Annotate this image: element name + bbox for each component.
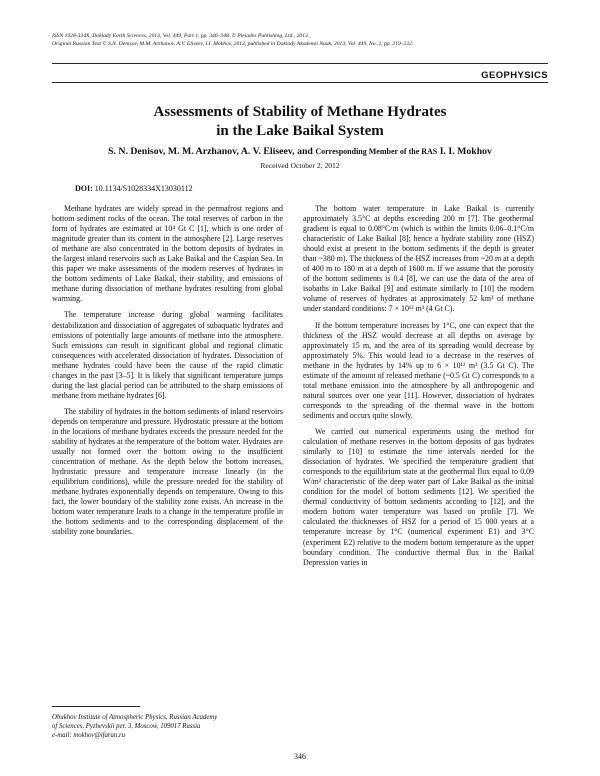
journal-header bbox=[52, 33, 552, 48]
header-original-line: Original Russian Text © S.N. Denisov, M.M. Arzhanov, A.V. Eliseev, I.I. Mokhov, 2013, published in Doklady Akademii Nauk, 2013, Vol. 449, No. 2, pp. 219–222. bbox=[52, 40, 414, 47]
affiliation-line: Obukhov Institute of Atmospheric Physics, Russian Academy bbox=[52, 714, 218, 721]
header-citation-line: ISSN 1028-334X, Doklady Earth Sciences, 2013, Vol. 449, Part 1, pp. 346–348. © Pleiades Publishing, Ltd., 2013. bbox=[52, 33, 310, 39]
footnote-rule bbox=[52, 706, 140, 707]
title-line-1: Assessments of Stability of Methane Hydrates bbox=[153, 104, 447, 120]
right-column bbox=[303, 204, 534, 574]
last-author: I. I. Mokhov bbox=[437, 146, 492, 157]
member-note: Corresponding Member of the RAS bbox=[315, 147, 438, 156]
paragraph: If the bottom temperature increases by 1°C, one can expect that the thickness of the HSZ would decrease at all depths on average by approximately 15 m, and the area of its spreading would decrease by approximately 5%. This would lead to a decrease in the reserves of methane in the hydrates by 14% up to 6 × 10¹² m³ (3.5 Gt C). The estimate of the amount of released methane (~0.5 Gt C) corresponds to a total methane emission into the atmosphere by all anthropogenic and natural sources over one year [11]. However, dissociation of hydrates corresponds to the spreading of the thermal wave in the bottom sediments and occurs quite slowly. bbox=[303, 320, 534, 420]
header-rule-top bbox=[52, 63, 548, 64]
affiliation-line: of Sciences, Pyzhevskii per. 3, Moscow, 109017 Russia bbox=[52, 723, 201, 731]
doi-value: 10.1134/S1028334X13030112 bbox=[94, 184, 193, 193]
author-names: S. N. Denisov, M. M. Arzhanov, A. V. Eliseev, and bbox=[108, 146, 316, 157]
left-column bbox=[52, 204, 283, 544]
doi-label: DOI: bbox=[75, 184, 93, 193]
paragraph: We carried out numerical experiments using the method for calculation of methane reserves in the bottom deposits of gas hydrates similarly to [10] to estimate the time intervals needed for the dissociation of hydrates. We specified the temperature gradient that corresponds to the equilibrium state at the geothermal flux equal to 0.09 W/m² characteristic of the deep water part of Lake Baikal as the initial condition for the model of bottom sediments [12]. We specified the thermal conductivity of bottom sediments according to [12], and the modern bottom water temperature was based on profile [7]. We calculated the thicknesses of HSZ for a period of 15 000 years at a temperature increase by 1°C (numerical experiment E1) and 3°C (experiment E2) relative to the modern bottom temperature as the upper boundary condition. The conductive thermal flux in the Baikal Depression varies in bbox=[303, 426, 534, 567]
email-line: e-mail: mokhov@ifaran.ru bbox=[52, 732, 126, 740]
paragraph: The temperature increase during global warming facilitates destabilization and dissociation of aggregates of subaquatic hydrates and emissions of potentially large amounts of methane into the atmosphere. Such emissions can result in significant global and regional climatic consequences with accelerated dissociation of hydrates. Dissociation of methane hydrates could have been the cause of the rapid climatic changes in the past [3–5]. It is likely that significant temperature jumps during the last glacial period can be attributed to the sharp emissions of methane from methane hydrates [6]. bbox=[52, 310, 283, 400]
paragraph: The stability of hydrates in the bottom sediments of inland reservoirs depends on temperature and pressure. Hydrostatic pressure at the bottom in the locations of methane hydrates exceeds the pressure needed for the stability of hydrates at the temperature of the bottom water. Hydrates are usually not formed over the bottom owing to the insufficient concentration of methane. As the depth below the bottom increases, hydrostatic pressure and temperature increase linearly (in the equilibrium conditions), while the pressure needed for the stability of methane hydrates exponentially depends on temperature. Owing to this fact, the lower boundary of the stability zone exists. An increase in the bottom water temperature leads to a change in the temperature profile in the bottom sediments and to the corresponding displacement of the stability zone boundaries. bbox=[52, 406, 283, 537]
title-line-2: in the Lake Baikal System bbox=[216, 122, 384, 139]
paragraph: The bottom water temperature in Lake Baikal is currently approximately 3.5°C at depths exceeding 200 m [7]. The geothermal gradient is equal to 0.08°C/m (which is within the limits 0.06–0.1°C/m characteristic of Lake Baikal [8]; hence a hydrate stability zone (HSZ) should exist at present in the bottom sediments if the depth is greater than ~380 m). The thickness of the HSZ increases from ~20 m at a depth of 400 m to 180 m at a depth of 1600 m. If we assume that the porosity of the bottom sediments is 0.4 [8], we can use the data of the area of isobaths in Lake Baikal [9] and estimate similarly to [10] the modern volume of reserves of hydrates at approximately 52 km³ of methane under standard conditions: 7 × 10¹² m³ (4 Gt C). bbox=[303, 204, 534, 314]
paragraph: Methane hydrates are widely spread in the permafrost regions and bottom sediment rocks of the ocean. The total reserves of carbon in the form of hydrates are estimated at 10⁴ Gt C [1], which is one order of magnitude greater than its content in the atmosphere [2]. Large reserves of methane are also concentrated in the bottom deposits of hydrates in the largest inland reservoirs such as Lake Baikal and the Caspian Sea. In this paper we make assessments of the modern reserves of hydrates in the bottom sediments of Lake Baikal, their stability, and emissions of methane during dissociation of methane hydrates resulting from global warming. bbox=[52, 204, 283, 304]
author-list bbox=[0, 146, 600, 157]
page-number: 346 bbox=[294, 752, 306, 761]
header-rule-bottom bbox=[52, 82, 548, 83]
doi-line bbox=[75, 184, 193, 193]
affiliation-footnote bbox=[52, 713, 287, 741]
received-date: Received October 2, 2012 bbox=[260, 161, 340, 170]
article-title bbox=[0, 103, 600, 140]
section-heading: GEOPHYSICS bbox=[481, 70, 548, 81]
